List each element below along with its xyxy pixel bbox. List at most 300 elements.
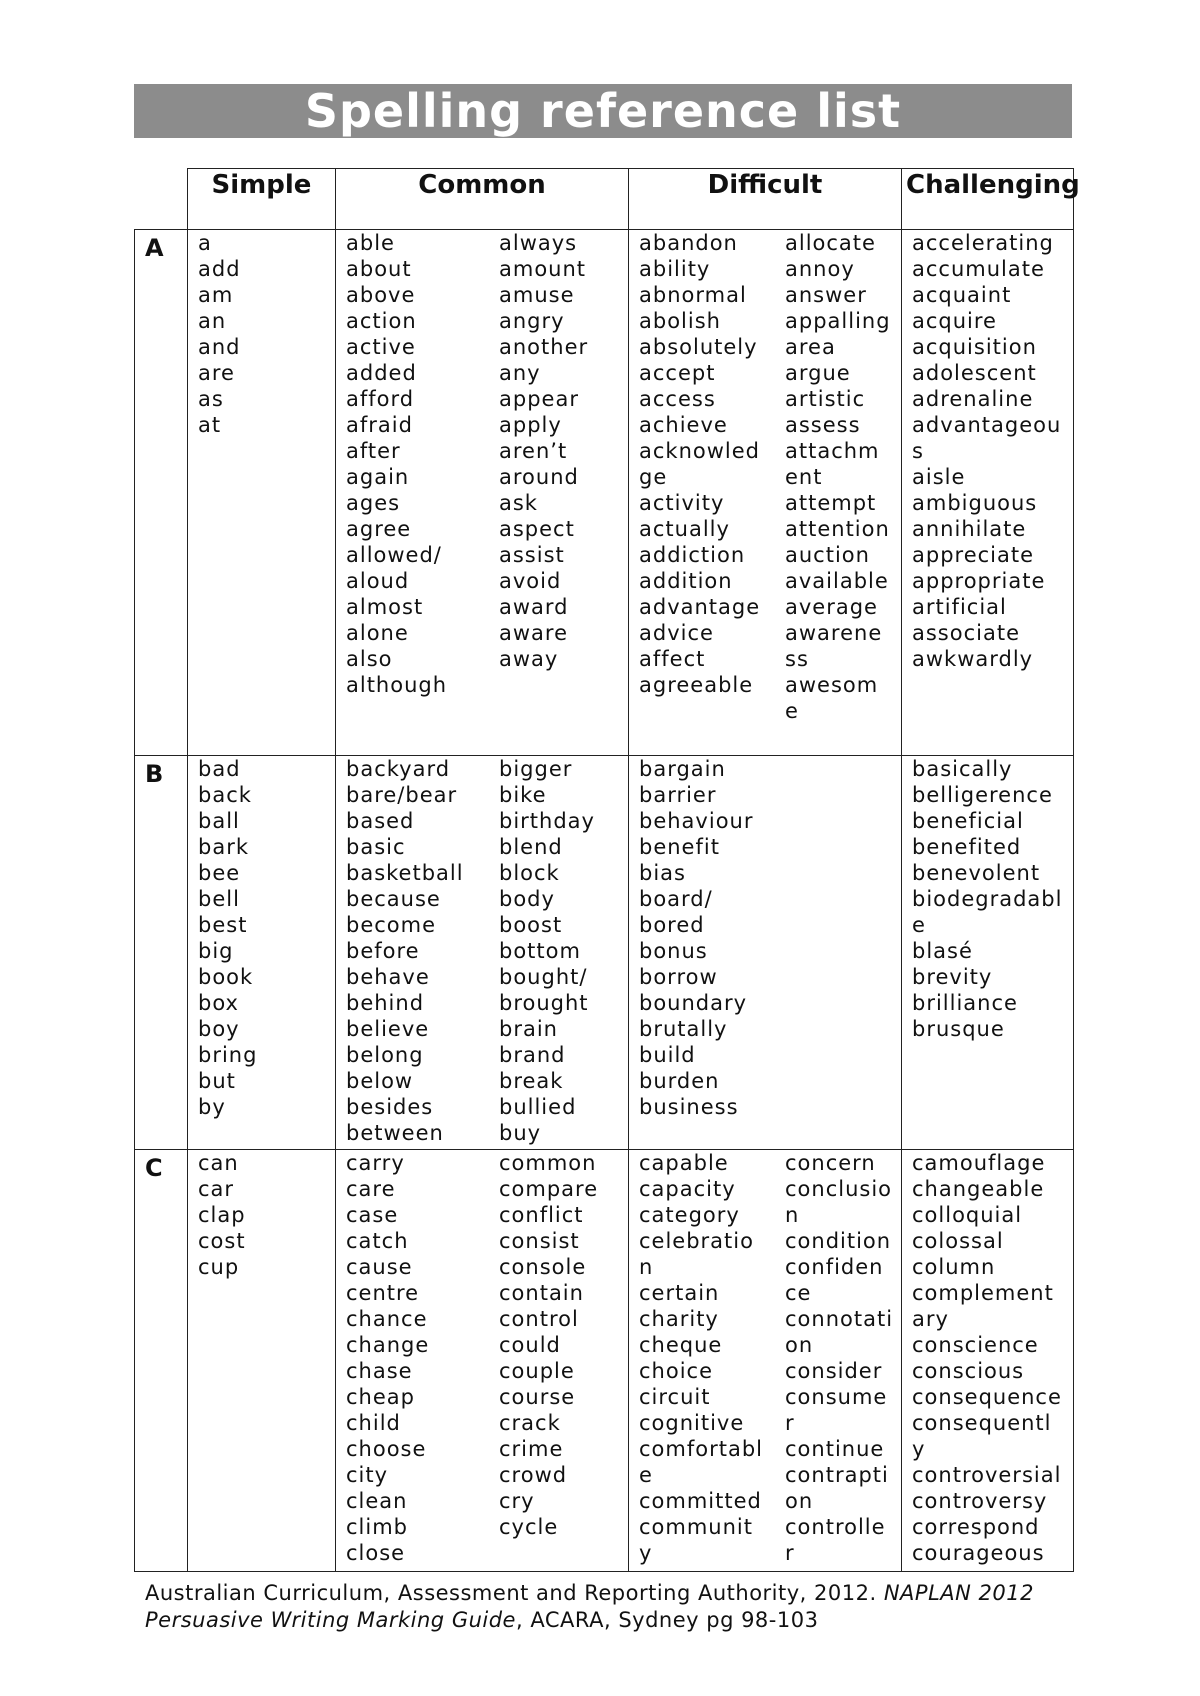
word: allowed/ — [346, 543, 442, 567]
word: basic — [346, 835, 406, 859]
header-simple: Simple — [188, 169, 336, 230]
word: celebratio — [639, 1229, 754, 1253]
word: console — [499, 1255, 587, 1279]
word: connotati — [785, 1307, 894, 1331]
word: awarene — [785, 621, 883, 645]
word: abolish — [639, 309, 721, 333]
word: conscious — [912, 1359, 1025, 1383]
word: colloquial — [912, 1203, 1023, 1227]
word: ent — [785, 465, 823, 489]
word: control — [499, 1307, 579, 1331]
header-row — [135, 169, 1074, 230]
word: clean — [346, 1489, 408, 1513]
word: climb — [346, 1515, 409, 1539]
word-list — [346, 756, 499, 1146]
word: abnormal — [639, 283, 747, 307]
word: barrier — [639, 783, 717, 807]
word: best — [198, 913, 248, 937]
word: catch — [346, 1229, 409, 1253]
word-list — [785, 1150, 893, 1566]
word: city — [346, 1463, 389, 1487]
word: body — [499, 887, 555, 911]
word: bark — [198, 835, 249, 859]
word: column — [912, 1255, 996, 1279]
word: brand — [499, 1043, 566, 1067]
word: between — [346, 1121, 444, 1145]
word: courageous — [912, 1541, 1045, 1565]
word: acknowled — [639, 439, 760, 463]
word: access — [639, 387, 716, 411]
row-letter: B — [135, 756, 188, 1150]
word: activity — [639, 491, 725, 515]
word: again — [346, 465, 410, 489]
word: advantage — [639, 595, 761, 619]
word: avoid — [499, 569, 562, 593]
spelling-table — [134, 168, 1080, 1572]
word: capacity — [639, 1177, 736, 1201]
word: but — [198, 1069, 236, 1093]
word: brought — [499, 991, 589, 1015]
word: almost — [346, 595, 424, 619]
word: benefit — [639, 835, 720, 859]
word: any — [499, 361, 541, 385]
word: actually — [639, 517, 730, 541]
word: bottom — [499, 939, 581, 963]
challenging-cell — [902, 1150, 1074, 1572]
word: continue — [785, 1437, 885, 1461]
word: contain — [499, 1281, 584, 1305]
word: are — [198, 361, 235, 385]
word: conscience — [912, 1333, 1039, 1357]
word: changeable — [912, 1177, 1045, 1201]
word: bullied — [499, 1095, 577, 1119]
word: r — [785, 1541, 795, 1565]
word: y — [912, 1437, 926, 1461]
word: ary — [912, 1307, 949, 1331]
word: burden — [639, 1069, 720, 1093]
word: adrenaline — [912, 387, 1034, 411]
word: accept — [639, 361, 716, 385]
word: am — [198, 283, 234, 307]
word-list — [639, 756, 785, 1120]
word: agree — [346, 517, 412, 541]
word: common — [499, 1151, 597, 1175]
word: based — [346, 809, 415, 833]
word-list — [639, 230, 785, 724]
word: centre — [346, 1281, 420, 1305]
row-c — [135, 1150, 1074, 1572]
simple-cell — [188, 756, 336, 1150]
word: bias — [639, 861, 686, 885]
word: awesom — [785, 673, 879, 697]
word: cycle — [499, 1515, 559, 1539]
word: certain — [639, 1281, 720, 1305]
word: bigger — [499, 757, 573, 781]
word: bought/ — [499, 965, 588, 989]
word: birthday — [499, 809, 595, 833]
word-list — [902, 756, 1073, 1042]
word: because — [346, 887, 441, 911]
word: bike — [499, 783, 547, 807]
word: consume — [785, 1385, 888, 1409]
word: camouflage — [912, 1151, 1046, 1175]
challenging-cell — [902, 756, 1074, 1150]
word: crime — [499, 1437, 564, 1461]
word: n — [639, 1255, 654, 1279]
word: after — [346, 439, 401, 463]
word: book — [198, 965, 254, 989]
word: biodegradabl — [912, 887, 1063, 911]
word: at — [198, 413, 222, 437]
word: brain — [499, 1017, 558, 1041]
word: consequence — [912, 1385, 1062, 1409]
word: apply — [499, 413, 562, 437]
word: area — [785, 335, 836, 359]
word: another — [499, 335, 589, 359]
word: car — [198, 1177, 235, 1201]
word: aren’t — [499, 439, 568, 463]
word: added — [346, 361, 417, 385]
word: build — [639, 1043, 696, 1067]
word: afraid — [346, 413, 413, 437]
word-list — [346, 230, 499, 698]
word: carry — [346, 1151, 405, 1175]
word: basketball — [346, 861, 464, 885]
word: comfortabl — [639, 1437, 763, 1461]
word: become — [346, 913, 437, 937]
word: belong — [346, 1043, 424, 1067]
word: conflict — [499, 1203, 584, 1227]
row-b — [135, 756, 1074, 1150]
word: blend — [499, 835, 563, 859]
word: communit — [639, 1515, 753, 1539]
word: back — [198, 783, 252, 807]
citation-title: NAPLAN 2012 — [883, 1581, 1034, 1605]
word: artificial — [912, 595, 1007, 619]
word: advice — [639, 621, 714, 645]
word: conclusio — [785, 1177, 893, 1201]
word: average — [785, 595, 878, 619]
word: angry — [499, 309, 565, 333]
word: absolutely — [639, 335, 758, 359]
citation-title: Persuasive Writing Marking Guide — [145, 1608, 516, 1632]
word: aisle — [912, 465, 966, 489]
word: backyard — [346, 757, 451, 781]
word: close — [346, 1541, 406, 1565]
word: buy — [499, 1121, 542, 1145]
word: choice — [639, 1359, 714, 1383]
word: agreeable — [639, 673, 754, 697]
word: accumulate — [912, 257, 1045, 281]
word: and — [198, 335, 241, 359]
word: addiction — [639, 543, 746, 567]
word: above — [346, 283, 416, 307]
word: amount — [499, 257, 587, 281]
word: active — [346, 335, 416, 359]
word: alone — [346, 621, 409, 645]
word: cause — [346, 1255, 413, 1279]
word: an — [198, 309, 227, 333]
word: adolescent — [912, 361, 1037, 385]
word: appalling — [785, 309, 891, 333]
word: assess — [785, 413, 861, 437]
word: case — [346, 1203, 399, 1227]
word: behave — [346, 965, 430, 989]
word: block — [499, 861, 560, 885]
word: chance — [346, 1307, 428, 1331]
header-difficult: Difficult — [629, 169, 902, 230]
word: benefited — [912, 835, 1022, 859]
word: affect — [639, 647, 706, 671]
word: bargain — [639, 757, 726, 781]
word: ambiguous — [912, 491, 1038, 515]
word: cup — [198, 1255, 240, 1279]
word: ability — [639, 257, 711, 281]
word: bring — [198, 1043, 258, 1067]
word: capable — [639, 1151, 729, 1175]
word: complement — [912, 1281, 1054, 1305]
word: controversy — [912, 1489, 1048, 1513]
word: away — [499, 647, 559, 671]
word: colossal — [912, 1229, 1004, 1253]
word: contrapti — [785, 1463, 889, 1487]
word: brilliance — [912, 991, 1018, 1015]
word: always — [499, 231, 578, 255]
citation-line-1 — [145, 1580, 1034, 1607]
word: abandon — [639, 231, 738, 255]
word: although — [346, 673, 448, 697]
word: appreciate — [912, 543, 1035, 567]
header-challenging: Challenging — [902, 169, 1074, 230]
word: n — [785, 1203, 800, 1227]
common-cell — [336, 230, 629, 756]
word-list — [346, 1150, 499, 1566]
word: allocate — [785, 231, 876, 255]
word: on — [785, 1333, 814, 1357]
word: correspond — [912, 1515, 1040, 1539]
word: charity — [639, 1307, 719, 1331]
word: ss — [785, 647, 809, 671]
word: on — [785, 1489, 814, 1513]
word: controlle — [785, 1515, 886, 1539]
word: circuit — [639, 1385, 711, 1409]
word: box — [198, 991, 239, 1015]
word: acquire — [912, 309, 997, 333]
word: attention — [785, 517, 890, 541]
word: boost — [499, 913, 563, 937]
row-letter: A — [135, 230, 188, 756]
word-list — [188, 1150, 335, 1280]
difficult-cell — [629, 1150, 902, 1572]
word: aware — [499, 621, 569, 645]
word: action — [346, 309, 417, 333]
word: care — [346, 1177, 396, 1201]
word-list — [188, 230, 335, 438]
word: add — [198, 257, 241, 281]
word: bell — [198, 887, 240, 911]
word: bored — [639, 913, 705, 937]
word: controversial — [912, 1463, 1062, 1487]
row-a — [135, 230, 1074, 756]
word: ask — [499, 491, 538, 515]
word: crowd — [499, 1463, 568, 1487]
word: child — [346, 1411, 401, 1435]
word: brevity — [912, 965, 993, 989]
word: brutally — [639, 1017, 728, 1041]
word: cost — [198, 1229, 246, 1253]
header-common: Common — [336, 169, 629, 230]
word: choose — [346, 1437, 427, 1461]
word: besides — [346, 1095, 434, 1119]
word: around — [499, 465, 579, 489]
difficult-cell — [629, 756, 902, 1150]
word: ball — [198, 809, 240, 833]
citation-line-2 — [145, 1607, 1034, 1634]
word: e — [785, 699, 799, 723]
corner-cell — [135, 169, 188, 230]
word: chase — [346, 1359, 413, 1383]
word: believe — [346, 1017, 430, 1041]
word: e — [912, 913, 926, 937]
word: aloud — [346, 569, 410, 593]
word: answer — [785, 283, 867, 307]
word: bonus — [639, 939, 708, 963]
citation-text: , ACARA, Sydney pg 98-103 — [515, 1608, 819, 1632]
word: consist — [499, 1229, 580, 1253]
word: beneficial — [912, 809, 1024, 833]
page-title: Spelling reference list — [134, 84, 1072, 138]
word: behaviour — [639, 809, 754, 833]
word: committed — [639, 1489, 762, 1513]
word: cheap — [346, 1385, 415, 1409]
word: benevolent — [912, 861, 1041, 885]
word: ce — [785, 1281, 812, 1305]
word: consequentl — [912, 1411, 1052, 1435]
word: ages — [346, 491, 401, 515]
word: cognitive — [639, 1411, 745, 1435]
word-list — [639, 1150, 785, 1566]
word: about — [346, 257, 412, 281]
word: can — [198, 1151, 239, 1175]
word: s — [912, 439, 924, 463]
word: awkwardly — [912, 647, 1034, 671]
word: couple — [499, 1359, 575, 1383]
word: available — [785, 569, 889, 593]
word: condition — [785, 1229, 892, 1253]
word-list — [499, 756, 595, 1146]
word: concern — [785, 1151, 876, 1175]
word-list — [785, 230, 891, 724]
word: annoy — [785, 257, 855, 281]
word: achieve — [639, 413, 728, 437]
word: addition — [639, 569, 733, 593]
word: acquaint — [912, 283, 1012, 307]
word: associate — [912, 621, 1021, 645]
word: afford — [346, 387, 415, 411]
simple-cell — [188, 1150, 336, 1572]
word: bad — [198, 757, 241, 781]
word: consider — [785, 1359, 883, 1383]
word: artistic — [785, 387, 866, 411]
word-list — [902, 230, 1073, 672]
word: r — [785, 1411, 795, 1435]
word: advantageou — [912, 413, 1062, 437]
word: brusque — [912, 1017, 1005, 1041]
word: ge — [639, 465, 668, 489]
word: break — [499, 1069, 564, 1093]
word: award — [499, 595, 569, 619]
word: compare — [499, 1177, 599, 1201]
word: category — [639, 1203, 740, 1227]
word: change — [346, 1333, 430, 1357]
citation-text: Australian Curriculum, Assessment and Reporting Authority, 2012. — [145, 1581, 884, 1605]
word: course — [499, 1385, 576, 1409]
word: crack — [499, 1411, 561, 1435]
difficult-cell — [629, 230, 902, 756]
word: blasé — [912, 939, 973, 963]
word: auction — [785, 543, 870, 567]
word: boundary — [639, 991, 748, 1015]
word: amuse — [499, 283, 575, 307]
word-list — [499, 1150, 598, 1566]
word: bee — [198, 861, 241, 885]
word: cry — [499, 1489, 535, 1513]
word: also — [346, 647, 393, 671]
word: could — [499, 1333, 561, 1357]
word: as — [198, 387, 224, 411]
word: behind — [346, 991, 425, 1015]
word: assist — [499, 543, 565, 567]
challenging-cell — [902, 230, 1074, 756]
word: below — [346, 1069, 414, 1093]
word: y — [639, 1541, 653, 1565]
word: bare/bear — [346, 783, 458, 807]
simple-cell — [188, 230, 336, 756]
word: business — [639, 1095, 739, 1119]
word-list — [188, 756, 335, 1120]
word: cheque — [639, 1333, 723, 1357]
word-list — [902, 1150, 1073, 1566]
word: appear — [499, 387, 579, 411]
word: by — [198, 1095, 226, 1119]
word: accelerating — [912, 231, 1054, 255]
word: able — [346, 231, 395, 255]
word: annihilate — [912, 517, 1027, 541]
common-cell — [336, 756, 629, 1150]
word-list — [499, 230, 588, 698]
word: board/ — [639, 887, 713, 911]
word: appropriate — [912, 569, 1046, 593]
word: borrow — [639, 965, 718, 989]
word: aspect — [499, 517, 575, 541]
word: a — [198, 231, 212, 255]
word: clap — [198, 1203, 246, 1227]
word: argue — [785, 361, 851, 385]
word: acquisition — [912, 335, 1037, 359]
word: attachm — [785, 439, 880, 463]
word: big — [198, 939, 234, 963]
word: before — [346, 939, 420, 963]
word: boy — [198, 1017, 240, 1041]
citation — [145, 1580, 1034, 1634]
word: belligerence — [912, 783, 1053, 807]
row-letter: C — [135, 1150, 188, 1572]
word: confiden — [785, 1255, 884, 1279]
common-cell — [336, 1150, 629, 1572]
word: attempt — [785, 491, 877, 515]
word: e — [639, 1463, 653, 1487]
word: basically — [912, 757, 1013, 781]
